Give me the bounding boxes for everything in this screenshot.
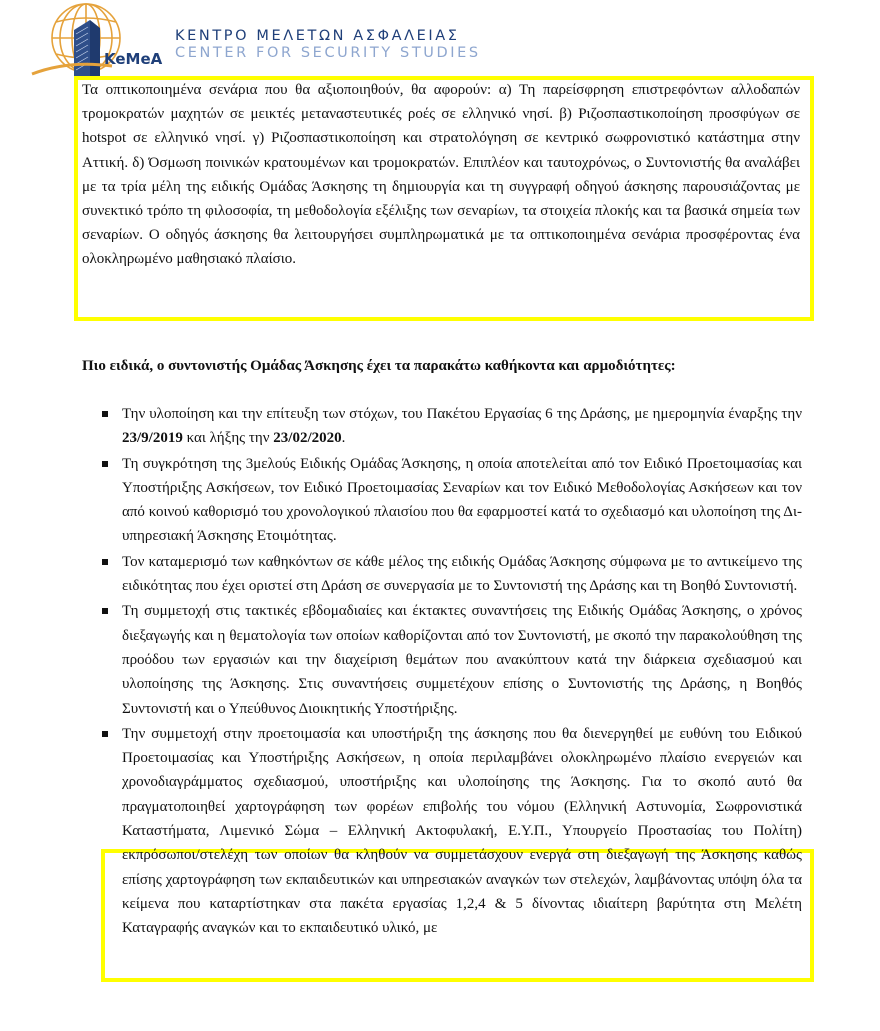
bullet-icon [102,731,108,737]
bullet-icon [102,461,108,467]
duty-text: Τον καταμερισμό των καθηκόντων σε κάθε μέλος της ειδικής Ομάδας Άσκησης σύμφωνα με το αντικείμενο της ειδικότητας που έχει οριστεί στη Δράση σε συνεργασία με το Συντονιστή της Δράσης και τη Βοηθό Συντονιστή. [122,553,802,595]
org-name-greek: ΚΕΝΤΡΟ ΜΕΛΕΤΩΝ ΑΣΦΑΛΕΙΑΣ [175,28,460,44]
duty-text: . [341,430,346,447]
list-item [82,402,802,451]
start-date: 23/9/2019 [122,430,183,447]
duty-text: Την συμμετοχή στην προετοιμασία και υποστήριξη της άσκησης που θα διενεργηθεί με ευθύνη του Ειδικού Προετοιμασίας και Υποστήριξης Ασκήσεων, η οποία περιλαμβάνει ολοκληρωμένο πλαίσιο ενεργειών και χρονοδιαγράμματος σχεδιασμού, υποστήριξης και υλοποίησης της Άσκησης. Για το σκοπό αυτό θα πραγματοποιηθεί χαρτογράφηση των φορέων επιβολής του νόμου (Ελληνική Αστυνομία, Σωφρονιστικά Καταστήματα, Λιμενικό Σώμα – Ελληνική Ακτοφυλακή, Ε.Υ.Π., Υπουργείο Προστασίας του Πολίτη) εκπρόσωποι/στελέχη των οποίων θα κληθούν να συμμετάσχουν ενεργά στη διεξαγωγή της Άσκησης καθώς επίσης χαρτογράφηση των εκπαιδευτικών και υπηρεσιακών αναγκών των στελεχών, λαμβάνοντας υπόψη όλα τα κείμενα που καταρτίστηκαν στα πακέτα εργασίας 1,2,4 & 5 δίνοντας ιδιαίτερη βαρύτητα στη Μελέτη Καταγραφής αναγκών και το εκπαιδευτικό υλικό, με [122,725,802,937]
list-item [82,550,802,599]
duty-text: και λήξης την [182,430,274,447]
list-item [82,722,802,941]
duty-text: Τη συμμετοχή στις τακτικές εβδομαδιαίες και έκτακτες συναντήσεις της Ειδικής Ομάδας Άσκησης, ο χρόνος διεξαγωγής και η θεματολογία των οποίων καθορίζονται από τον Συντονιστή, με σκοπό την παρακολούθηση της προόδου των εργασιών και την διαχείριση θεμάτων που ανακύπτουν κατά την διάρκεια σχεδιασμού και υλοποίησης της Άσκησης. Στις συναντήσεις συμμετέχουν επίσης ο Συντονιστής της Δράσης, η Βοηθός Συντονιστή και ο Υπεύθυνος Διοικητικής Υποστήριξης. [122,603,802,717]
end-date: 23/02/2020 [273,430,342,447]
org-name-english: CENTER FOR SECURITY STUDIES [175,45,481,61]
bullet-icon [102,559,108,565]
kemea-logo [28,0,168,80]
bullet-icon [102,608,108,614]
duties-heading: Πιο ειδικά, ο συντονιστής Ομάδας Άσκησης έχει τα παρακάτω καθήκοντα και αρμοδιότητες: [82,358,676,374]
list-item [82,599,802,720]
intro-paragraph: Τα οπτικοποιημένα σενάρια που θα αξιοποιηθούν, θα αφορούν: α) Τη παρείσφρηση επιστρεφόντων αλλοδαπών τρομοκρατών μαχητών σε μεικτές μεταναστευτικές ροές σε ελληνικό νησί. β) Ριζοσπαστικοποίηση προσφύγων σε hotspot σε ελληνικό νησί. γ) Ριζοσπαστικοποίηση και στρατολόγηση σε κεντρικό σωφρονιστικό κατάστημα στην Αττική. δ) Όσμωση ποινικών κρατουμένων και τρομοκρατών. Επιπλέον και ταυτοχρόνως, ο Συντονιστής θα αναλάβει με τα τρία μέλη της ειδικής Ομάδας Άσκησης τη δημιουργία και τη συγγραφή οδηγού άσκησης παρουσιάζοντας με συνεκτικό τρόπο τη φιλοσοφία, τη μεθοδολογία εξέλιξης των σεναρίων, τα στοιχεία πλοκής και τα βασικά σημεία των σεναρίων. Ο οδηγός άσκησης θα λειτουργήσει συμπληρωματικά με τα οπτικοποιημένα σενάρια προσφέροντας ένα ολοκληρωμένο μαθησιακό πλαίσιο. [82,82,800,268]
document-header [28,0,868,80]
bullet-icon [102,411,108,417]
logo-wordmark: KeMeA [104,50,163,68]
duty-text: Την υλοποίηση και την επίτευξη των στόχων, του Πακέτου Εργασίας 6 της Δράσης, με ημερομηνία έναρξης την [122,406,802,422]
list-item [82,452,802,549]
duties-list [82,402,802,942]
duty-text: Τη συγκρότηση της 3μελούς Ειδικής Ομάδας Άσκησης, η οποία αποτελείται από τον Ειδικό Προετοιμασίας και Υποστήριξης Ασκήσεων, τον Ειδικό Προετοιμασίας Σεναρίων και τον Ειδικό Μεθοδολογίας Ασκήσεων και τον από κοινού καθορισμό του χρονολογικού πλαισίου που θα εφαρμοστεί κατά το σχεδιασμό και υλοποίηση της Δι-υπηρεσιακή Άσκησης Ετοιμότητας. [122,455,802,545]
